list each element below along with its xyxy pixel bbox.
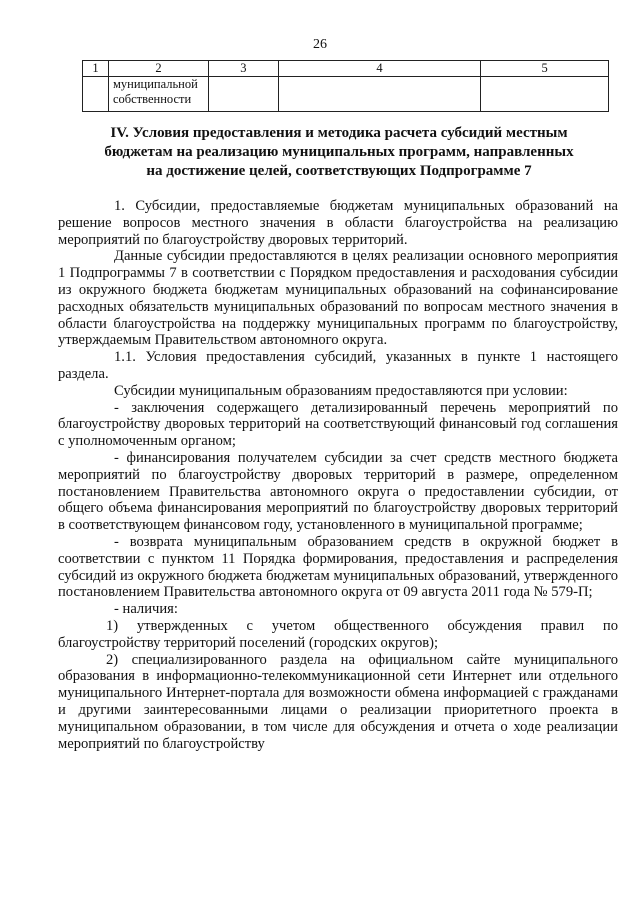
paragraph: Субсидии муниципальным образованиям предоставляются при условии: xyxy=(114,382,568,399)
table-header-cell: 3 xyxy=(208,61,278,77)
table-header-cell: 4 xyxy=(278,61,480,77)
page-number: 26 xyxy=(313,37,327,52)
table-row xyxy=(83,77,609,112)
paragraph: 1.1. Условия предоставления субсидий, указанных в пункте 1 настоящего раздела. xyxy=(58,349,618,382)
table-cell xyxy=(208,77,278,112)
table-header-cell: 5 xyxy=(481,61,609,77)
paragraph: 1) утвержденных с учетом общественного обсуждения правил по благоустройству территорий поселений (городских округов); xyxy=(58,617,618,651)
table-cell: муниципальной собственности xyxy=(108,77,208,112)
paragraph: Данные субсидии предоставляются в целях реализации основного мероприятия 1 Подпрограммы 7 в соответствии с Порядком предоставления и расходования субсидии из окружного бюджета бюджетам муниципальных образований на софинансирование расходных обязательств муниципальных образований по вопросам местного значения в области благоустройства на поддержку муниципальных программ по благоустройству, утверждаемым Правительством автономного округа. xyxy=(58,248,618,349)
section-title xyxy=(60,124,618,181)
paragraph: - финансирования получателем субсидии за счет средств местного бюджета мероприятий по благоустройству дворовых территорий в размере, определенном постановлением Правительства автономного округа о предоставлении субсидии, от общего объема финансирования мероприятий по благоустройству дворовых территорий в соответствующем финансовом году, установленного в муниципальной программе; xyxy=(58,449,618,534)
table-cell xyxy=(481,77,609,112)
paragraph: - наличия: xyxy=(114,601,178,618)
paragraph: 2) специализированного раздела на официальном сайте муниципального образования в информационно-телекоммуникационной сети Интернет или отдельного муниципального Интернет-портала для возможности обмена информацией с гражданами и другими заинтересованными лицами о реализации приоритетного проекта в муниципальном образовании, в том числе для обсуждения и отчета о ходе реализации мероприятий по благоустройству xyxy=(58,651,618,752)
table-cell xyxy=(278,77,480,112)
paragraph: - возврата муниципальным образованием средств в окружной бюджет в соответствии с пунктом 11 Порядка формирования, предоставления и распределения субсидий из окружного бюджета бюджетам муниципальных образований, утвержденного постановлением Правительства автономного округа от 09 августа 2011 года № 579-П; xyxy=(58,533,618,601)
table-header-cell: 1 xyxy=(83,61,109,77)
section-title-line: IV. Условия предоставления и методика расчета субсидий местным xyxy=(110,125,568,141)
paragraph: 1. Субсидии, предоставляемые бюджетам муниципальных образований на решение вопросов местного значения в области благоустройства на реализацию мероприятий по благоустройству дворовых территорий. xyxy=(58,198,618,248)
paragraph: - заключения содержащего детализированный перечень мероприятий по благоустройству дворовых территорий на соответствующий финансовый год соглашения с уполномоченным органом; xyxy=(58,399,618,450)
table-header-row xyxy=(83,61,609,77)
table-header-cell: 2 xyxy=(108,61,208,77)
section-title-line: на достижение целей, соответствующих Подпрограмме 7 xyxy=(146,163,532,179)
section-title-line: бюджетам на реализацию муниципальных программ, направленных xyxy=(104,144,574,160)
document-body xyxy=(58,198,618,752)
table-cell xyxy=(83,77,109,112)
continuation-table xyxy=(82,60,609,112)
